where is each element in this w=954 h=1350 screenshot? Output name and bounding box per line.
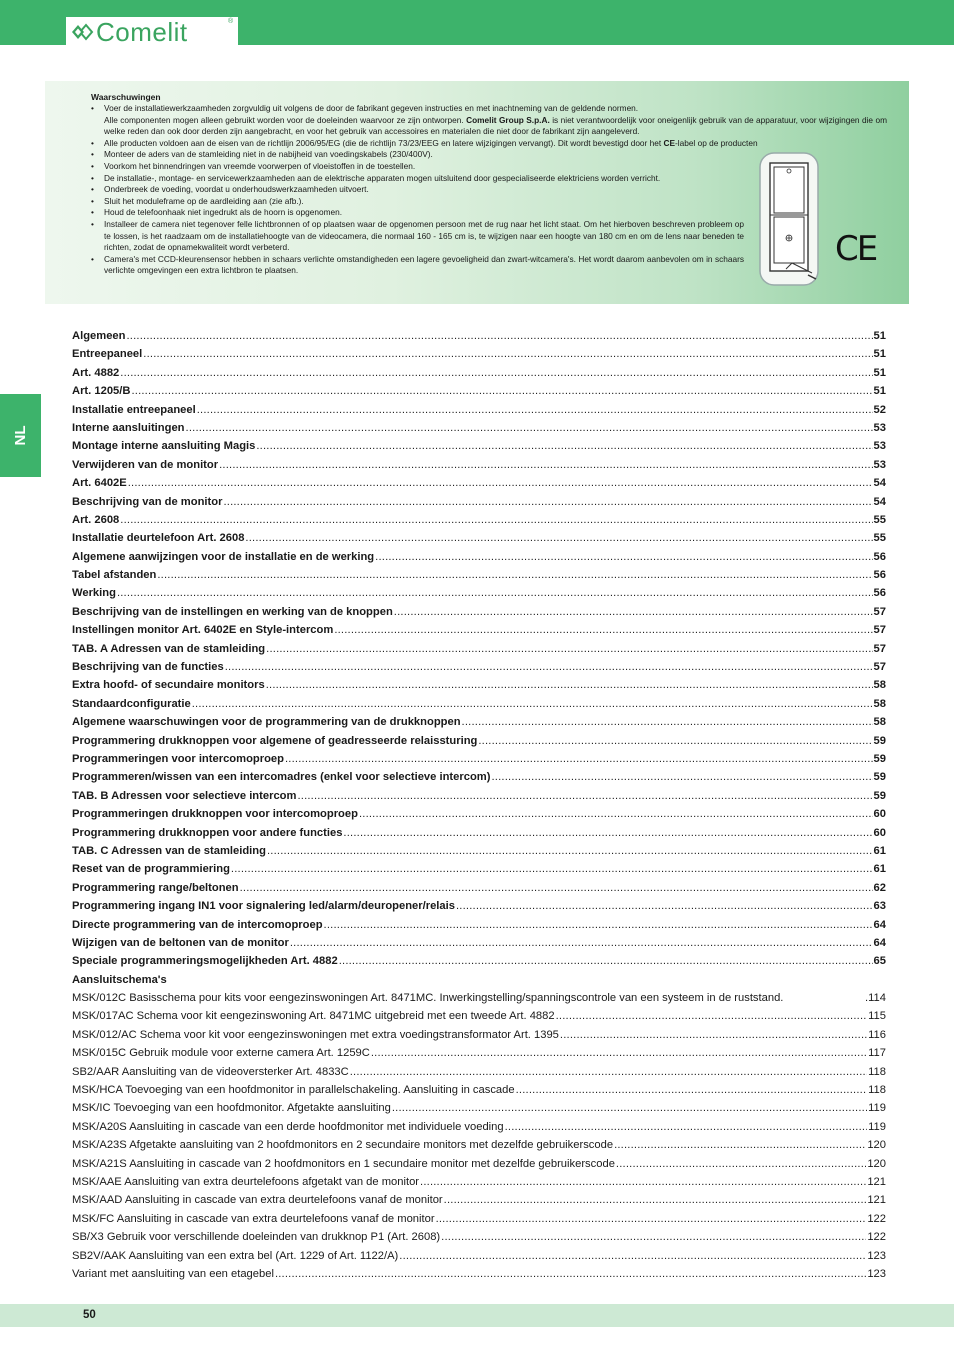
toc-entry-title: Art. 1205/B [72,385,131,398]
toc-leader-dots [231,860,873,878]
toc-entry[interactable] [72,401,886,419]
toc-entry[interactable] [72,1210,886,1228]
toc-entry-page: 53 [873,458,886,471]
toc-entry-title: TAB. B Adressen voor selectieve intercom [72,789,297,802]
toc-entry[interactable] [72,1191,886,1209]
toc-entry[interactable] [72,842,886,860]
toc-entry-title: Programmeren/wissen van een intercomadres (enkel voor selectieve intercom) [72,771,491,784]
toc-entry[interactable] [72,897,886,915]
toc-entry-page: 58 [873,716,886,729]
toc-leader-dots [614,1136,866,1154]
warning-item [91,254,744,277]
toc-entry-title: Interne aansluitingen [72,421,185,434]
toc-leader-dots [441,1228,866,1246]
toc-entry[interactable] [72,493,886,511]
toc-leader-dots [478,732,872,750]
toc-entry-page: 58 [873,679,886,692]
toc-leader-dots [245,529,872,547]
warning-text: Sluit het moduleframe op de aardleiding aan (zie afb.). [104,195,304,206]
toc-entry-page: 54 [873,495,886,508]
toc-entry[interactable] [72,1007,886,1025]
toc-entry-page: 122 [867,1231,886,1244]
toc-entry-title: Programmeringen drukknoppen voor intercomoproep [72,808,358,821]
comelit-logo [66,17,238,47]
toc-entry-title: Installatie deurtelefoon Art. 2608 [72,532,245,545]
toc-entry[interactable] [72,805,886,823]
toc-leader-dots [157,566,872,584]
toc-entry-page: 52 [873,403,886,416]
toc-entry-page: 51 [873,385,886,398]
toc-entry-page: 51 [873,366,886,379]
toc-entry-page: 53 [873,421,886,434]
toc-entry-page: 123 [867,1249,886,1262]
toc-leader-dots [192,695,873,713]
toc-entry[interactable] [72,676,886,694]
toc-entry-title: MSK/HCA Toevoeging van een hoofdmonitor in parallelschakeling. Aansluiting in cascade [72,1084,515,1097]
toc-entry-page: 62 [873,881,886,894]
toc-leader-dots [394,603,873,621]
bullet: • [91,195,94,206]
toc-entry[interactable] [72,345,886,363]
toc-entry[interactable] [72,1099,886,1117]
toc-leader-dots [197,401,873,419]
toc-leader-dots [339,952,873,970]
toc-leader-dots [560,1026,867,1044]
toc-entry-title: Speciale programmeringsmogelijkheden Art. 4882 [72,955,338,968]
toc-entry[interactable] [72,971,886,989]
toc-entry-title: Installatie entreepaneel [72,403,196,416]
warning-text: De installatie-, montage- en servicewerkzaamheden aan de elektrische apparaten mogen uitsluitend door gespecialiseerde elektriciens worden verricht. [104,172,661,183]
toc-entry[interactable] [72,1044,886,1062]
toc-leader-dots [126,327,872,345]
toc-entry-title: TAB. C Adressen van de stamleiding [72,844,266,857]
toc-leader-dots [285,750,873,768]
warning-item [91,173,744,185]
toc-entry[interactable] [72,1155,886,1173]
toc-entry-title: MSK/A23S Afgetakte aansluiting van 2 hoofdmonitors en 2 secundaire monitors met dezelfde gebruikerscode [72,1139,614,1152]
toc-leader-dots [120,364,872,382]
toc-entry-page: 59 [873,752,886,765]
toc-leader-dots [225,658,873,676]
toc-entry-title: MSK/A20S Aansluiting in cascade van een derde hoofdmonitor met individuele voeding [72,1120,504,1133]
toc-entry-title: SB/X3 Gebruik voor verschillende doeleinden van drukknop P1 (Art. 2608) [72,1231,441,1244]
toc-entry-page: 53 [873,440,886,453]
toc-leader-dots [399,1247,866,1265]
warning-text: Voorkom het binnendringen van vreemde voorwerpen of vloeistoffen in de toestellen. [104,160,416,171]
footer-bar [0,1304,954,1327]
toc-entry-page: 57 [873,624,886,637]
toc-entry[interactable] [72,879,886,897]
toc-entry-page: 123 [867,1267,886,1280]
toc-entry-title: MSK/012C Basisschema pour kits voor eengezinswoningen Art. 8471MC. Inwerkingstelling/spanningscontrole van een systeem in de ruststand. [72,992,784,1005]
toc-entry-title: Beschrijving van de monitor [72,495,223,508]
toc-entry-title: Wijzigen van de beltonen van de monitor [72,936,289,949]
warning-item [91,115,887,138]
toc-entry[interactable] [72,1247,886,1265]
toc-entry-title: SB2V/AAK Aansluiting van een extra bel (Art. 1229 of Art. 1122/A) [72,1249,399,1262]
toc-entry-page: 118 [868,1065,886,1078]
toc-leader-dots [120,511,872,529]
toc-entry-title: Beschrijving van de functies [72,661,224,674]
toc-entry-page: 57 [873,661,886,674]
toc-entry[interactable] [72,603,886,621]
warning-text: Installeer de camera niet tegenover felle lichtbronnen of op plaatsen waar de opgenomen persoon met de rug naar het licht staat. Om het hierboven beschreven probleem op te lossen, is het raadzaam om de installatiehoogte van de videocamera, die normaal 160 - 165 cm is, te wijzigen naar een hoogte van 180 cm en om de lens naar beneden te richten, zodat de opnamekwaliteit wordt verbeterd. [104,218,744,253]
toc-entry[interactable] [72,548,886,566]
toc-entry-title: SB2/AAR Aansluiting van de videoversterker Art. 4833C [72,1065,349,1078]
warning-text: Onderbreek de voeding, voordat u onderhoudswerkzaamheden uitvoert. [104,184,369,195]
toc-entry-title: Programmering drukknoppen voor andere functies [72,826,343,839]
toc-entry-title: Directe programmering van de intercomoproep [72,918,323,931]
toc-entry-title: MSK/IC Toevoeging van een hoofdmonitor. Afgetakte aansluiting [72,1102,391,1115]
toc-entry-page: 120 [867,1139,886,1152]
toc-leader-dots [462,713,873,731]
toc-entry[interactable] [72,640,886,658]
toc-entry-page: 59 [873,771,886,784]
toc-entry[interactable] [72,1081,886,1099]
toc-entry-page: 117 [868,1047,886,1060]
toc-entry-page: 59 [873,734,886,747]
toc-leader-dots [131,382,872,400]
toc-entry[interactable] [72,934,886,952]
toc-leader-dots [556,1007,868,1025]
bullet: • [91,137,94,148]
toc-entry[interactable] [72,1173,886,1191]
toc-leader-dots [456,897,873,915]
toc-entry-title: MSK/AAE Aansluiting van extra deurtelefoons afgetakt van de monitor [72,1175,420,1188]
toc-entry-page: 57 [873,605,886,618]
toc-entry-page: 58 [873,697,886,710]
toc-leader-dots [290,934,873,952]
toc-leader-dots [505,1118,868,1136]
toc-entry[interactable] [72,695,886,713]
toc-entry-title: MSK/017AC Schema voor kit eengezinswoning Art. 8471MC uitgebreid met een tweede Art. 4882 [72,1010,555,1023]
toc-leader-dots [491,768,872,786]
warnings-box [45,81,909,304]
toc-entry-page: 55 [873,513,886,526]
toc-entry-title: Variant met aansluiting van een etagebel [72,1267,274,1280]
toc-entry-title: MSK/015C Gebruik module voor externe camera Art. 1259C [72,1047,370,1060]
toc-leader-dots [375,548,872,566]
toc-entry[interactable] [72,419,886,437]
toc-entry-title: Standaardconfiguratie [72,697,191,710]
bullet: • [91,218,94,229]
toc-entry-page: 54 [873,477,886,490]
bullet: • [91,207,94,218]
toc-entry-page: 115 [868,1010,886,1023]
bullet: • [91,253,94,264]
warning-item [91,103,887,115]
toc-entry-title: Programmeringen voor intercomoproep [72,752,284,765]
comelit-logo-icon [70,22,94,42]
toc-entry[interactable] [72,1063,886,1081]
toc-entry-page: 56 [873,587,886,600]
toc-entry-page: 64 [873,918,886,931]
toc-entry-title: Tabel afstanden [72,569,157,582]
toc-entry-page: 59 [873,789,886,802]
toc-entry-page: 119 [868,1120,886,1133]
toc-entry-title: MSK/A21S Aansluiting in cascade van 2 hoofdmonitors en 1 secundaire monitor met dezelfde gebruikerscode [72,1157,615,1170]
warning-text: Monteer de aders van de stamleiding niet in de nabijheid van voedingskabels (230/400V). [104,149,433,160]
toc-entry-title: Algemene waarschuwingen voor de programmering van de drukknoppen [72,716,461,729]
toc-entry-page: 121 [867,1175,886,1188]
warning-item [91,138,887,150]
toc-leader-dots [616,1155,866,1173]
toc-entry-page: 60 [873,808,886,821]
toc-entry-title: Werking [72,587,116,600]
toc-entry[interactable] [72,658,886,676]
toc-entry-title: Reset van de programmiering [72,863,230,876]
toc-entry[interactable] [72,529,886,547]
toc-entry[interactable] [72,1265,886,1283]
toc-leader-dots [420,1173,866,1191]
toc-entry-title: TAB. A Adressen van de stamleiding [72,642,266,655]
toc-entry-page: 120 [867,1157,886,1170]
toc-leader-dots [267,842,873,860]
toc-entry-page: 55 [873,532,886,545]
toc-entry-title: Verwijderen van de monitor [72,458,219,471]
warnings-title: Waarschuwingen [91,92,161,102]
toc-entry[interactable] [72,787,886,805]
toc-entry-page: 51 [873,330,886,342]
table-of-contents [72,327,886,1283]
toc-entry-page: 61 [873,844,886,857]
toc-leader-dots [444,1191,867,1209]
toc-leader-dots [343,824,872,842]
toc-entry-page: 56 [873,569,886,582]
toc-entry[interactable] [72,327,886,345]
toc-entry-page: 64 [873,936,886,949]
toc-leader-dots [324,916,873,934]
warning-text: Alle producten voldoen aan de eisen van de richtlijn 2006/95/EG (die de richtlijn 73/23/EEG en latere wijzigingen vervangt). Dit wordt bevestigd door het CE-label op de producten [104,137,758,148]
toc-leader-dots [240,879,873,897]
toc-entry-title: Algemeen [72,330,126,342]
toc-entry-title: Aansluitschema's [72,973,167,986]
toc-leader-dots [297,787,872,805]
toc-entry-title: Art. 2608 [72,513,120,526]
language-tab-label: NL [12,425,29,446]
toc-leader-dots [371,1044,867,1062]
toc-entry[interactable] [72,437,886,455]
toc-entry-title: Programmering range/beltonen [72,881,239,894]
toc-entry-page: 51 [873,348,886,361]
language-tab [0,394,41,477]
toc-leader-dots [186,419,873,437]
toc-entry[interactable] [72,1118,886,1136]
toc-entry-title: Algemene aanwijzingen voor de installatie en de werking [72,550,375,563]
module-frame-illustration [756,151,822,289]
toc-entry[interactable] [72,713,886,731]
toc-entry-page: 122 [867,1212,886,1225]
warning-item [91,196,744,208]
bullet: • [91,172,94,183]
toc-leader-dots [256,437,872,455]
toc-entry-page: 57 [873,642,886,655]
toc-entry[interactable] [72,382,886,400]
toc-entry[interactable] [72,511,886,529]
toc-leader-dots [392,1099,867,1117]
bullet: • [91,149,94,160]
toc-entry[interactable] [72,474,886,492]
toc-leader-dots [275,1265,866,1283]
toc-entry[interactable] [72,1026,886,1044]
toc-entry-title: MSK/FC Aansluiting in cascade van extra deurtelefoons vanaf de monitor [72,1212,435,1225]
toc-entry-title: Beschrijving van de instellingen en werking van de knoppen [72,605,393,618]
warning-item [91,207,744,219]
toc-leader-dots [350,1063,867,1081]
toc-entry-title: Art. 4882 [72,366,120,379]
toc-entry-page: 118 [868,1084,886,1097]
toc-entry[interactable] [72,1136,886,1154]
toc-entry-page: 65 [873,955,886,968]
toc-entry[interactable] [72,860,886,878]
warning-item [91,184,744,196]
toc-leader-dots [223,493,872,511]
toc-leader-dots [143,345,872,363]
toc-entry-page: 116 [868,1028,886,1041]
toc-entry-title: Montage interne aansluiting Magis [72,440,256,453]
toc-entry[interactable] [72,621,886,639]
toc-entry[interactable] [72,989,886,1007]
toc-entry-title: Instellingen monitor Art. 6402E en Style-intercom [72,624,334,637]
toc-leader-dots [266,640,872,658]
toc-entry-page: 61 [873,863,886,876]
toc-entry-title: Programmering ingang IN1 voor signalering led/alarm/deuropener/relais [72,900,455,913]
comelit-logo-text: Comelit [96,17,188,47]
bullet: • [91,103,94,113]
toc-entry-page: 121 [867,1194,886,1207]
registered-mark: ® [228,18,234,25]
toc-entry[interactable] [72,584,886,602]
toc-entry[interactable] [72,1228,886,1246]
toc-entry-page: 119 [868,1102,886,1115]
toc-leader-dots [516,1081,868,1099]
toc-entry-page: 60 [873,826,886,839]
toc-entry[interactable] [72,364,886,382]
toc-leader-dots [128,474,873,492]
toc-entry-page: 56 [873,550,886,563]
toc-entry[interactable] [72,750,886,768]
warning-text: Voer de installatiewerkzaamheden zorgvuldig uit volgens de door de fabrikant gegeven instructies en met inachtneming van de geldende normen. [104,103,639,113]
toc-entry-title: MSK/AAD Aansluiting in cascade van extra deurtelefoons vanaf de monitor [72,1194,443,1207]
toc-entry[interactable] [72,916,886,934]
ce-mark: CE [835,229,877,269]
toc-leader-dots [219,456,872,474]
warning-text: Camera's met CCD-kleurensensor hebben in schaars verlichte omstandigheden een lagere gevoeligheid dan zwart-witcamera's. Het wordt daarom aanbevolen om in schaars verlichte omgevingen een extra lichtbron te plaatsen. [104,253,744,276]
page-number: 50 [83,1309,96,1321]
toc-entry[interactable] [72,768,886,786]
toc-entry-page: 63 [873,900,886,913]
bullet: • [91,160,94,171]
warning-item [91,219,744,254]
toc-leader-dots [117,584,873,602]
bullet: • [91,184,94,195]
toc-leader-dots [359,805,873,823]
toc-entry[interactable] [72,824,886,842]
header-bar [0,0,954,45]
toc-entry-title: Extra hoofd- of secundaire monitors [72,679,265,692]
toc-entry-title: Art. 6402E [72,477,127,490]
toc-leader-dots [436,1210,867,1228]
toc-leader-dots [266,676,873,694]
toc-entry[interactable] [72,732,886,750]
warning-text: Houd de telefoonhaak niet ingedrukt als de hoorn is opgenomen. [104,207,343,218]
toc-entry-page: .114 [865,992,886,1005]
toc-entry-title: Programmering drukknoppen voor algemene of geadresseerde relaissturing [72,734,478,747]
toc-entry-title: Entreepaneel [72,348,143,361]
toc-entry[interactable] [72,566,886,584]
toc-entry[interactable] [72,456,886,474]
toc-entry[interactable] [72,952,886,970]
toc-leader-dots [334,621,872,639]
warning-text: Alle componenten mogen alleen gebruikt worden voor de doeleinden waarvoor ze zijn ontworpen. Comelit Group S.p.A. is niet verantwoordelijk voor oneigenlijk gebruik van de apparatuur, voor wijzigingen die om welke reden dan ook door derden zijn aangebracht, en voor het gebruik van accessoires en materialen die niet door de fabrikant zijn aangeleverd. [104,114,887,137]
toc-entry-title: MSK/012/AC Schema voor kit voor eengezinswoningen met extra voedingstransformator Art. 1395 [72,1028,559,1041]
